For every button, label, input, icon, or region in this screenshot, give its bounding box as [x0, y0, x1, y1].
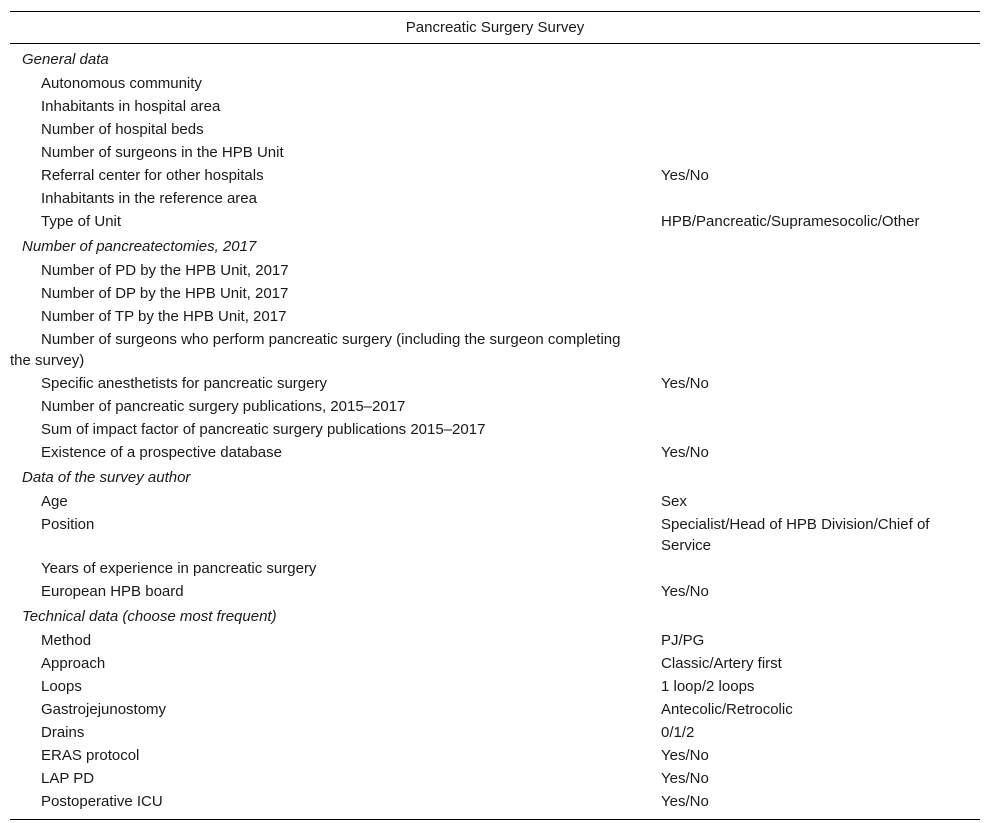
row-label: Inhabitants in the reference area	[41, 190, 257, 207]
row-value: 1 loop/2 loops	[661, 678, 755, 695]
table-row	[10, 675, 980, 698]
section-heading-label: General data	[22, 51, 109, 68]
table-row	[10, 72, 980, 95]
table-row	[10, 721, 980, 744]
row-label: Approach	[41, 655, 106, 672]
table-row	[10, 790, 980, 813]
section-heading-label: Technical data (choose most frequent)	[22, 608, 277, 625]
table-body	[10, 44, 980, 820]
table-row	[10, 95, 980, 118]
row-label: Existence of a prospective database	[41, 444, 282, 461]
table-row	[10, 305, 980, 328]
table-row	[10, 328, 980, 372]
row-label: Method	[41, 632, 92, 649]
row-label: LAP PD	[41, 770, 95, 787]
row-value: Antecolic/Retrocolic	[661, 701, 793, 718]
row-label: Position	[41, 516, 95, 533]
table-row	[10, 282, 980, 305]
row-label: Age	[41, 493, 68, 510]
row-value: HPB/Pancreatic/Supramesocolic/Other	[661, 213, 920, 230]
table-row	[10, 418, 980, 441]
table-row	[10, 141, 980, 164]
section-heading	[10, 233, 980, 259]
row-value: Yes/No	[661, 167, 709, 184]
row-value: 0/1/2	[661, 724, 695, 741]
section-heading	[10, 464, 980, 490]
row-label: Specific anesthetists for pancreatic surgery	[41, 375, 327, 392]
row-label: Autonomous community	[41, 75, 202, 92]
table-row	[10, 629, 980, 652]
section-heading-label: Number of pancreatectomies, 2017	[22, 238, 257, 255]
row-value: PJ/PG	[661, 632, 705, 649]
row-label: Number of surgeons in the HPB Unit	[41, 144, 284, 161]
row-label: Drains	[41, 724, 85, 741]
row-label: Type of Unit	[41, 213, 122, 230]
row-value: Yes/No	[661, 583, 709, 600]
row-label: Referral center for other hospitals	[41, 167, 264, 184]
table-row	[10, 513, 980, 557]
row-value: Yes/No	[661, 793, 709, 810]
row-label: Postoperative ICU	[41, 793, 163, 810]
table-row	[10, 210, 980, 233]
table-row	[10, 490, 980, 513]
table-row	[10, 187, 980, 210]
row-value: Specialist/Head of HPB Division/Chief of Service	[661, 516, 930, 554]
row-label: Years of experience in pancreatic surgery	[41, 560, 317, 577]
section-heading-label: Data of the survey author	[22, 469, 191, 486]
survey-table	[10, 11, 980, 820]
table-row	[10, 395, 980, 418]
table-title: Pancreatic Surgery Survey	[10, 12, 980, 44]
table-row	[10, 259, 980, 282]
table-row	[10, 372, 980, 395]
table-row	[10, 580, 980, 603]
row-label: ERAS protocol	[41, 747, 140, 764]
table-row	[10, 118, 980, 141]
row-label: Number of PD by the HPB Unit, 2017	[41, 262, 289, 279]
row-value: Classic/Artery first	[661, 655, 782, 672]
section-heading	[10, 46, 980, 72]
table-row	[10, 652, 980, 675]
row-value: Yes/No	[661, 747, 709, 764]
table-row	[10, 557, 980, 580]
section-heading	[10, 603, 980, 629]
row-label: Inhabitants in hospital area	[41, 98, 221, 115]
row-value: Yes/No	[661, 375, 709, 392]
row-label: Loops	[41, 678, 82, 695]
row-label: Number of DP by the HPB Unit, 2017	[41, 285, 289, 302]
row-label: Number of hospital beds	[41, 121, 204, 138]
table-row	[10, 164, 980, 187]
row-value: Yes/No	[661, 444, 709, 461]
row-label: Number of pancreatic surgery publications, 2015–2017	[41, 398, 406, 415]
row-label: European HPB board	[41, 583, 184, 600]
row-label: Number of TP by the HPB Unit, 2017	[41, 308, 287, 325]
row-label: Sum of impact factor of pancreatic surgery publications 2015–2017	[41, 421, 486, 438]
table-row	[10, 441, 980, 464]
row-value: Yes/No	[661, 770, 709, 787]
row-label: Gastrojejunostomy	[41, 701, 167, 718]
table-row	[10, 767, 980, 790]
row-label: Number of surgeons who perform pancreatic surgery (including the surgeon completing the survey)	[10, 331, 621, 369]
row-value: Sex	[661, 493, 687, 510]
table-row	[10, 698, 980, 721]
table-row	[10, 744, 980, 767]
